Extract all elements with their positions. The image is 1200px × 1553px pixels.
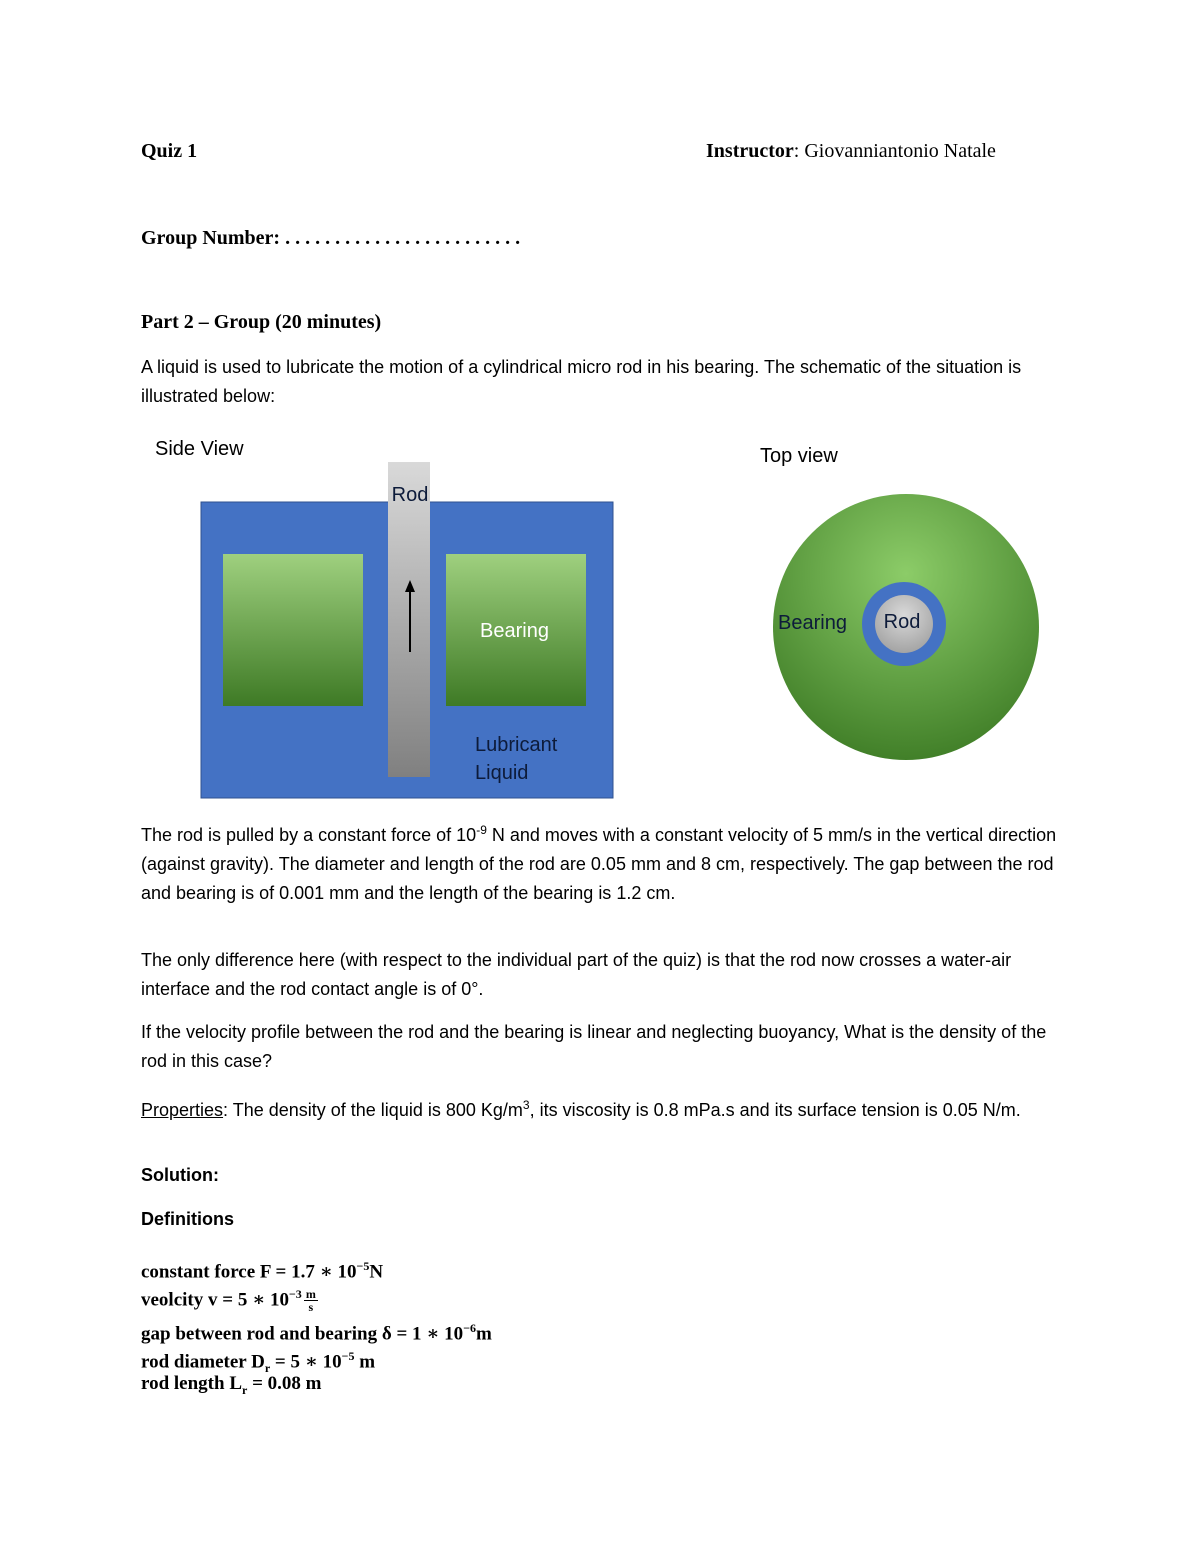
problem-paragraph-3: If the velocity profile between the rod and the bearing is linear and neglecting buoyancy, What is the density of the rod in this case? xyxy=(141,1022,1047,1071)
top-rod-label: Rod xyxy=(883,611,921,633)
bearing-label: Bearing xyxy=(480,620,549,642)
props-part-a: : The density of the liquid is 800 Kg/m xyxy=(223,1100,523,1120)
intro-paragraph: A liquid is used to lubricate the motion of a cylindrical micro rod in his bearing. The schematic of the situation is illustrated below: xyxy=(141,357,1022,406)
p1-part-a: The rod is pulled by a constant force of 10 xyxy=(141,825,477,845)
instructor-label: Instructor xyxy=(706,140,794,162)
definition-gap: gap between rod and bearing δ = 1 ∗ $10^{-6}m$ xyxy=(141,1321,492,1345)
quiz-title: Quiz 1 xyxy=(141,140,198,162)
problem-paragraph-1 xyxy=(141,816,1061,908)
properties-paragraph xyxy=(141,1091,1061,1125)
definitions-heading: Definitions xyxy=(141,1209,234,1229)
definition-velocity: veolcity v = 5 ∗ $10^{-3}$ $\frac{m}{s}$ xyxy=(141,1287,316,1315)
definitions-list xyxy=(141,1252,492,1398)
instructor-line xyxy=(706,140,996,163)
p1-part-b: N and moves with a constant velocity of 5 mm/s in the vertical direction (against gravity). The diameter and length of the rod are 0.05 mm and 8 cm, respectively. The gap between the rod and bearing is of 0.001 mm and the length of the bearing is 1.2 cm. xyxy=(141,825,1057,903)
side-view-label: Side View xyxy=(155,438,244,460)
bearing-left xyxy=(223,554,363,706)
definition-rod-length: rod length $L_r = 0.08$ m xyxy=(141,1373,322,1397)
instructor-name: : Giovanniantonio Natale xyxy=(793,140,996,162)
definition-force: constant force F = 1.7 ∗ $10^{-5}N$ xyxy=(141,1259,384,1283)
part-title: Part 2 – Group (20 minutes) xyxy=(141,311,382,333)
properties-label: Properties xyxy=(141,1100,224,1120)
p1-exponent: -9 xyxy=(476,823,487,837)
props-exponent: 3 xyxy=(522,1098,530,1112)
lubricant-label-1: Lubricant xyxy=(475,734,558,756)
rod-label: Rod xyxy=(391,484,429,506)
problem-paragraph-2: The only difference here (with respect to the individual part of the quiz) is that the rod now crosses a water-air interface and the rod contact angle is of 0°. xyxy=(141,950,1012,999)
velocity-unit-fraction: $\frac{m}{s}$ xyxy=(305,1287,316,1315)
lubricant-label-2: Liquid xyxy=(475,762,529,784)
props-part-b: , its viscosity is 0.8 mPa.s and its surface tension is 0.05 N/m. xyxy=(529,1100,1021,1120)
schematic-diagram xyxy=(0,420,1200,820)
top-bearing-label: Bearing xyxy=(778,612,847,634)
solution-heading: Solution: xyxy=(141,1165,219,1185)
top-view-label: Top view xyxy=(760,445,838,467)
definition-rod-diameter: rod diameter $D_r = 5$ ∗ $10^{-5}$ m xyxy=(141,1349,376,1376)
group-number-field: Group Number: . . . . . . . . . . . . . . . . . . . . . . . . xyxy=(141,227,521,249)
